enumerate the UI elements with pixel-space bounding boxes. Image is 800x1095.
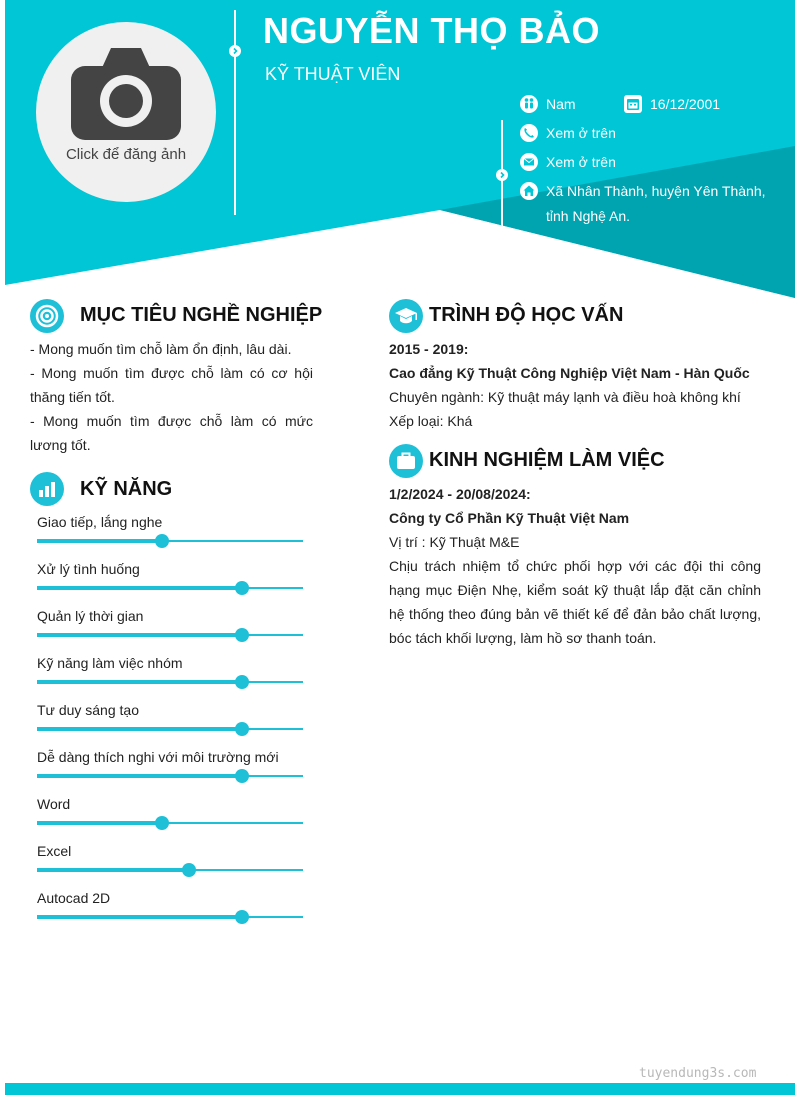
objective-section-icon <box>30 299 64 333</box>
candidate-job-title: KỸ THUẬT VIÊN <box>265 64 401 84</box>
cv-page <box>5 0 795 1095</box>
objective-item: - Mong muốn tìm được chỗ làm có mức lương tốt. <box>30 413 313 453</box>
objective-item: - Mong muốn tìm được chỗ làm có cơ hội thăng tiến tốt. <box>30 365 313 405</box>
skill-level-knob <box>235 910 249 924</box>
chevron-right-icon <box>229 45 241 57</box>
skill-item <box>37 655 303 695</box>
skill-label: Excel <box>37 843 72 859</box>
watermark: tuyendung3s.com <box>639 1066 757 1081</box>
contact-birthday: 16/12/2001 <box>624 95 720 117</box>
skill-item <box>37 608 303 648</box>
profile-photo-placeholder[interactable] <box>36 22 216 202</box>
skill-item <box>37 890 303 930</box>
skill-label: Quản lý thời gian <box>37 608 144 624</box>
skill-fill <box>37 821 162 825</box>
contact-phone: Xem ở trên <box>520 124 616 146</box>
experience-company: Công ty Cổ Phần Kỹ Thuật Việt Nam <box>389 510 630 526</box>
skill-level-knob <box>182 863 196 877</box>
skill-fill <box>37 868 189 872</box>
objective-item: - Mong muốn tìm chỗ làm ổn định, lâu dài. <box>30 341 292 357</box>
skill-fill <box>37 915 242 919</box>
education-grade: Xếp loại: Khá <box>389 413 473 429</box>
skill-item <box>37 561 303 601</box>
skill-fill <box>37 680 242 684</box>
chevron-right-icon <box>496 169 508 181</box>
skill-level-knob <box>235 581 249 595</box>
skill-fill <box>37 633 242 637</box>
experience-content <box>389 482 761 650</box>
education-school: Cao đẳng Kỹ Thuật Công Nghiệp Việt Nam - Hàn Quốc <box>389 365 750 381</box>
target-icon <box>30 299 64 333</box>
skills-title: KỸ NĂNG <box>80 478 173 500</box>
skill-level-knob <box>235 628 249 642</box>
skill-item <box>37 702 303 742</box>
skill-level-knob <box>235 675 249 689</box>
briefcase-icon <box>389 444 423 478</box>
skill-label: Word <box>37 796 71 812</box>
contact-divider-dot <box>496 169 508 181</box>
phone-icon <box>520 124 538 142</box>
education-content <box>389 337 761 433</box>
experience-position: Vị trí : Kỹ Thuật M&E <box>389 534 520 550</box>
education-title: TRÌNH ĐỘ HỌC VẤN <box>429 304 624 326</box>
skill-item <box>37 843 303 883</box>
photo-upload-label: Click để đăng ảnh <box>65 146 187 163</box>
skill-item <box>37 749 303 789</box>
skill-item <box>37 514 303 554</box>
experience-title: KINH NGHIỆM LÀM VIỆC <box>429 449 665 471</box>
skills-section-icon <box>30 472 64 506</box>
header-divider-line <box>234 10 236 215</box>
header-divider-dot <box>229 45 241 57</box>
skill-label: Xử lý tình huống <box>37 561 140 577</box>
skill-fill <box>37 586 242 590</box>
skill-level-knob <box>155 534 169 548</box>
skill-label: Giao tiếp, lắng nghe <box>37 514 163 530</box>
skill-level-knob <box>155 816 169 830</box>
education-period: 2015 - 2019: <box>389 341 469 357</box>
skill-label: Autocad 2D <box>37 890 111 906</box>
skill-level-knob <box>235 769 249 783</box>
education-section-icon <box>389 299 423 333</box>
contact-email: Xem ở trên <box>520 153 616 175</box>
experience-description: Chịu trách nhiệm tổ chức phối hợp với các đội thi công hạng mục Điện Nhẹ, kiểm soát kỹ thuật lắp đặt căn chỉnh hệ thống theo đúng bản vẽ thiết kế để đản bảo chất lượng, bóc tách khối lượng, làm hồ sơ thanh toán. <box>389 558 761 646</box>
candidate-name: NGUYỄN THỌ BẢO <box>263 10 601 51</box>
experience-section-icon <box>389 444 423 478</box>
camera-icon <box>71 48 181 140</box>
skill-fill <box>37 727 242 731</box>
contact-address: Xã Nhân Thành, huyện Yên Thành, tỉnh Nghệ An. <box>520 182 766 229</box>
email-icon <box>520 153 538 171</box>
footer-bar <box>5 1083 795 1095</box>
home-icon <box>520 182 538 200</box>
skill-level-knob <box>235 722 249 736</box>
contact-gender: Nam <box>520 95 576 117</box>
gender-icon <box>520 95 538 113</box>
skill-label: Dễ dàng thích nghi với môi trường mới <box>37 749 279 765</box>
calendar-icon <box>624 95 642 113</box>
skill-fill <box>37 539 162 543</box>
skill-label: Tư duy sáng tạo <box>37 702 139 718</box>
graduation-cap-icon <box>389 299 423 333</box>
experience-period: 1/2/2024 - 20/08/2024: <box>389 486 531 502</box>
skill-item <box>37 796 303 836</box>
bar-chart-icon <box>30 472 64 506</box>
objective-content <box>30 337 313 457</box>
objective-title: MỤC TIÊU NGHỀ NGHIỆP <box>80 304 323 326</box>
skill-fill <box>37 774 242 778</box>
education-major: Chuyên ngành: Kỹ thuật máy lạnh và điều hoà không khí <box>389 389 741 405</box>
skill-label: Kỹ năng làm việc nhóm <box>37 655 183 671</box>
